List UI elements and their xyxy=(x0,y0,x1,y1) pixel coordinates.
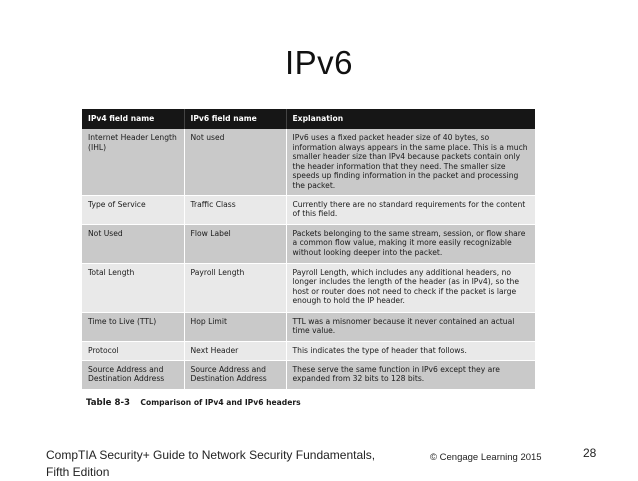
table-header-row xyxy=(82,109,535,129)
footer-source-line-2: Fifth Edition xyxy=(46,465,110,479)
cell-ipv4: Total Length xyxy=(82,263,184,312)
table-figure xyxy=(82,109,535,408)
header-explanation: Explanation xyxy=(286,109,535,129)
cell-explanation: These serve the same function in IPv6 except they are expanded from 32 bits to 128 bits. xyxy=(286,360,535,389)
table-row xyxy=(82,129,535,195)
header-ipv6-field: IPv6 field name xyxy=(184,109,286,129)
footer-source xyxy=(46,447,406,481)
table-row xyxy=(82,312,535,341)
cell-explanation: This indicates the type of header that follows. xyxy=(286,341,535,360)
footer-source-line-1: CompTIA Security+ Guide to Network Security Fundamentals, xyxy=(46,448,376,462)
cell-explanation: TTL was a misnomer because it never contained an actual time value. xyxy=(286,312,535,341)
table-row xyxy=(82,263,535,312)
cell-ipv6: Not used xyxy=(184,129,286,195)
footer-copyright: © Cengage Learning 2015 xyxy=(430,452,542,463)
header-ipv4-field: IPv4 field name xyxy=(82,109,184,129)
cell-ipv4: Internet Header Length (IHL) xyxy=(82,129,184,195)
cell-explanation: Payroll Length, which includes any additional headers, no longer includes the length of the header (as in IPv4), so the host or router does not need to check if the packet is large enough to hold the IP header. xyxy=(286,263,535,312)
cell-ipv6: Source Address and Destination Address xyxy=(184,360,286,389)
caption-text: Comparison of IPv4 and IPv6 headers xyxy=(140,397,301,407)
table-caption xyxy=(82,398,535,408)
caption-label: Table 8-3 xyxy=(86,397,130,408)
cell-ipv6: Flow Label xyxy=(184,224,286,263)
table-row xyxy=(82,341,535,360)
slide-title: IPv6 xyxy=(284,44,354,81)
cell-ipv4: Time to Live (TTL) xyxy=(82,312,184,341)
page-number: 28 xyxy=(583,446,597,460)
cell-ipv4: Not Used xyxy=(82,224,184,263)
cell-ipv4: Source Address and Destination Address xyxy=(82,360,184,389)
cell-explanation: Packets belonging to the same stream, session, or flow share a common flow value, making it more easily recognizable without looking deeper into the packet. xyxy=(286,224,535,263)
cell-ipv6: Next Header xyxy=(184,341,286,360)
comparison-table xyxy=(82,109,535,390)
cell-explanation: Currently there are no standard requirements for the content of this field. xyxy=(286,195,535,224)
cell-ipv4: Type of Service xyxy=(82,195,184,224)
cell-explanation: IPv6 uses a fixed packet header size of 40 bytes, so information always appears in the same place. This is a much smaller header size than IPv4 because packets contain only the header information that they need. The smaller size speeds up finding information in the packet and processing the packet. xyxy=(286,129,535,195)
cell-ipv6: Payroll Length xyxy=(184,263,286,312)
table-row xyxy=(82,224,535,263)
cell-ipv4: Protocol xyxy=(82,341,184,360)
cell-ipv6: Traffic Class xyxy=(184,195,286,224)
table-row xyxy=(82,195,535,224)
table-row xyxy=(82,360,535,389)
cell-ipv6: Hop Limit xyxy=(184,312,286,341)
